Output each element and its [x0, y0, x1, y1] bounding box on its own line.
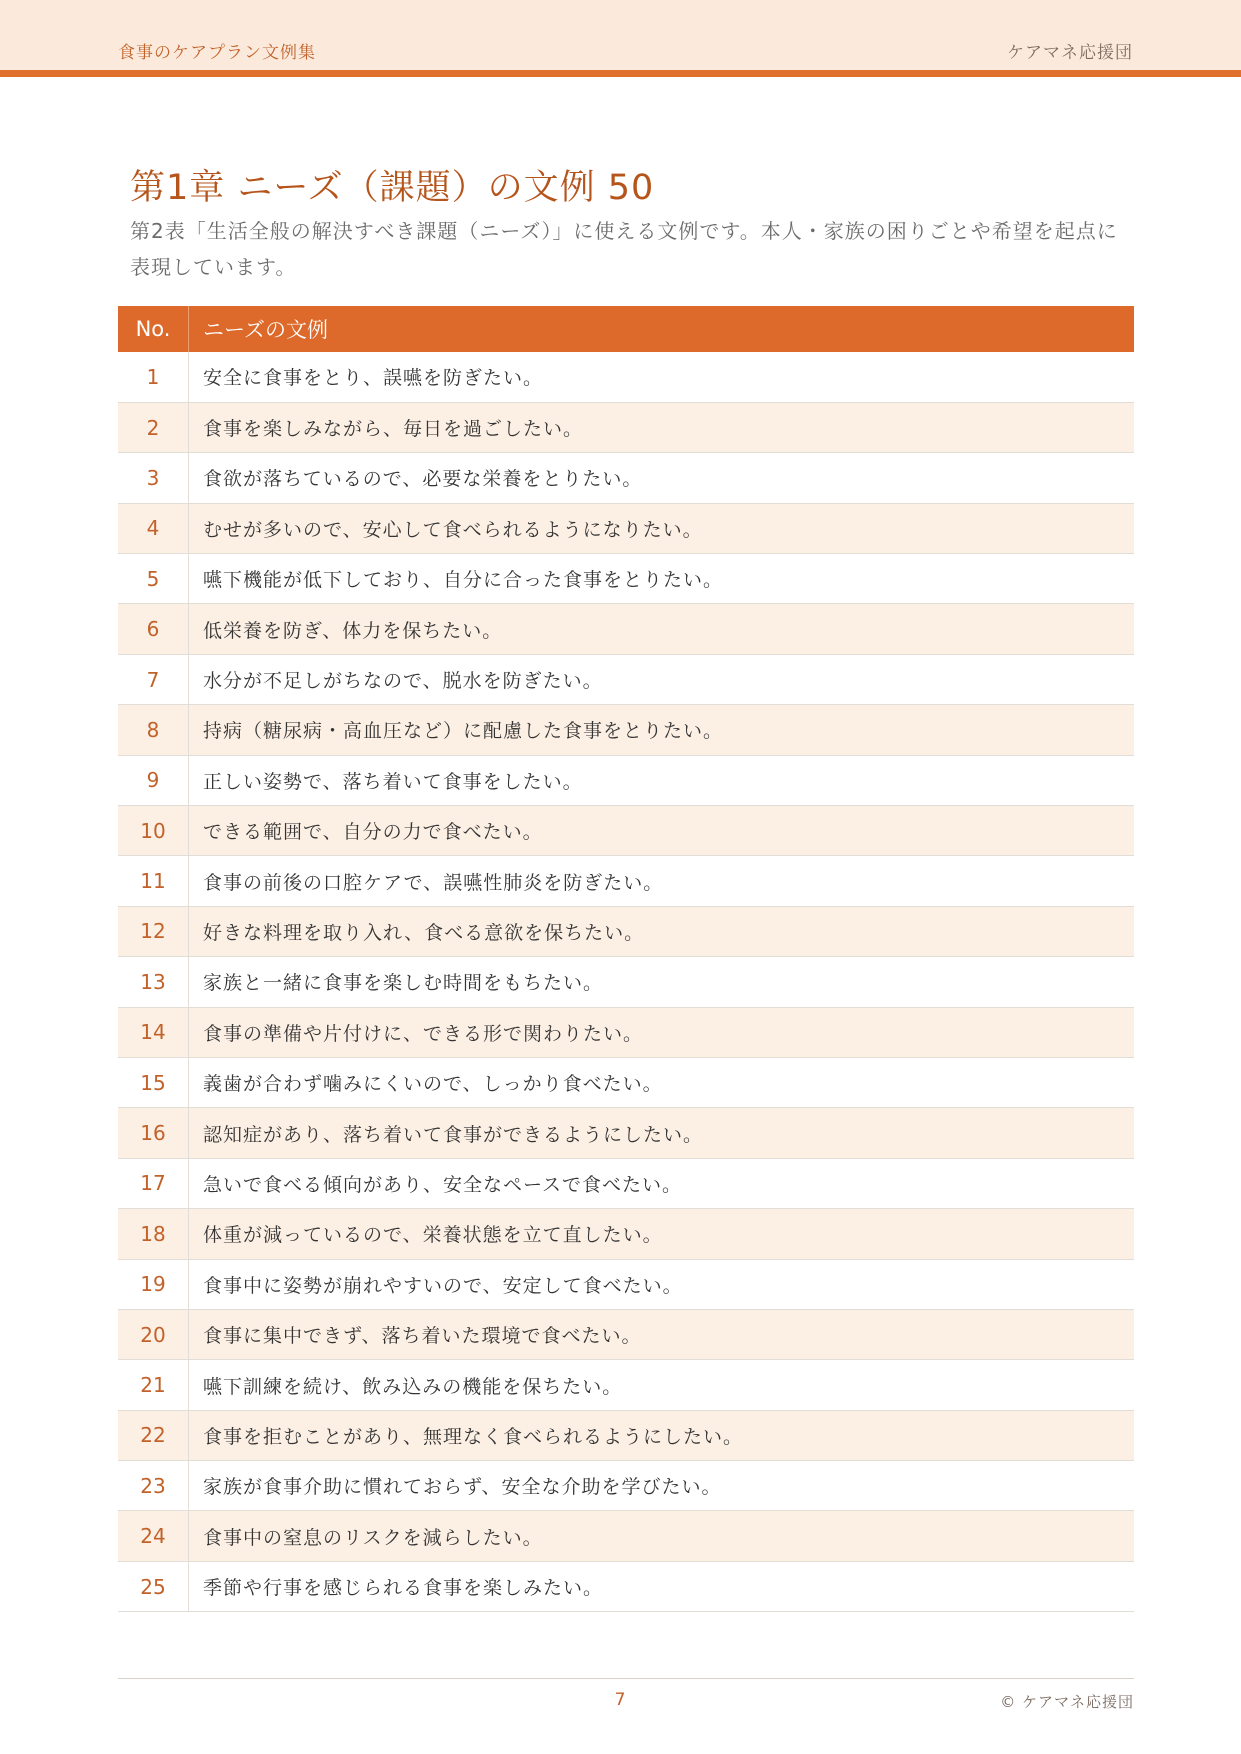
table-body [118, 352, 1134, 1612]
need-text: 食欲が落ちているので、必要な栄養をとりたい。 [203, 468, 643, 491]
row-number: 22 [118, 1410, 189, 1460]
header-accent-rule [0, 70, 1241, 77]
row-number: 20 [118, 1309, 189, 1359]
column-header-no: No. [118, 306, 189, 352]
need-text: 水分が不足しがちなので、脱水を防ぎたい。 [203, 670, 603, 693]
need-text: 嚥下機能が低下しており、自分に合った食事をとりたい。 [203, 569, 724, 592]
row-number: 3 [118, 453, 189, 503]
need-text: 持病（糖尿病・高血圧など）に配慮した食事をとりたい。 [203, 720, 724, 743]
table-row [118, 705, 1134, 755]
row-number: 9 [118, 755, 189, 805]
table-row [118, 352, 1134, 402]
copyright-notice: © ケアマネ応援団 [1000, 1693, 1134, 1711]
publisher-name: ケアマネ応援団 [1007, 43, 1133, 63]
row-number: 24 [118, 1511, 189, 1561]
document-title: 食事のケアプラン文例集 [118, 43, 316, 63]
row-number: 5 [118, 554, 189, 604]
row-number: 19 [118, 1259, 189, 1309]
row-number: 18 [118, 1209, 189, 1259]
table-row [118, 453, 1134, 503]
page-number: 7 [614, 1690, 626, 1710]
need-text: 家族と一緒に食事を楽しむ時間をもちたい。 [203, 972, 604, 995]
row-number: 7 [118, 654, 189, 704]
table-row [118, 1108, 1134, 1158]
table-row [118, 554, 1134, 604]
row-number: 11 [118, 856, 189, 906]
table-row [118, 957, 1134, 1007]
chapter-description: 第2表「生活全般の解決すべき課題（ニーズ）」に使える文例です。本人・家族の困りごとや希望を起点に表現しています。 [130, 219, 1118, 279]
need-text: 季節や行事を感じられる食事を楽しみたい。 [203, 1577, 604, 1600]
table-row [118, 1309, 1134, 1359]
table-row [118, 654, 1134, 704]
row-number: 6 [118, 604, 189, 654]
table-header-row [118, 306, 1134, 352]
row-number: 15 [118, 1057, 189, 1107]
column-header-needs: ニーズの文例 [203, 318, 328, 342]
need-text: 食事中の窒息のリスクを減らしたい。 [203, 1526, 543, 1549]
need-text: むせが多いので、安心して食べられるようになりたい。 [203, 518, 703, 541]
need-text: 食事中に姿勢が崩れやすいので、安定して食べたい。 [203, 1274, 683, 1297]
row-number: 13 [118, 957, 189, 1007]
need-text: できる範囲で、自分の力で食べたい。 [203, 821, 543, 844]
row-number: 8 [118, 705, 189, 755]
row-number: 1 [118, 352, 189, 402]
need-text: 低栄養を防ぎ、体力を保ちたい。 [203, 619, 503, 642]
table-row [118, 856, 1134, 906]
table-row [118, 1209, 1134, 1259]
row-number: 17 [118, 1158, 189, 1208]
need-text: 家族が食事介助に慣れておらず、安全な介助を学びたい。 [203, 1476, 722, 1499]
need-text: 好きな料理を取り入れ、食べる意欲を保ちたい。 [203, 921, 645, 944]
table-row [118, 806, 1134, 856]
row-number: 16 [118, 1108, 189, 1158]
row-number: 10 [118, 806, 189, 856]
table-row [118, 1410, 1134, 1460]
table-row [118, 1360, 1134, 1410]
table-row [118, 1259, 1134, 1309]
table-row [118, 402, 1134, 452]
footer-rule [118, 1678, 1134, 1679]
row-number: 25 [118, 1561, 189, 1611]
row-number: 4 [118, 503, 189, 553]
table-row [118, 1461, 1134, 1511]
need-text: 体重が減っているので、栄養状態を立て直したい。 [203, 1224, 663, 1247]
table-row [118, 755, 1134, 805]
table-row [118, 503, 1134, 553]
need-text: 正しい姿勢で、落ち着いて食事をしたい。 [203, 770, 583, 793]
table-row [118, 1511, 1134, 1561]
needs-table-container [118, 306, 1134, 1612]
table-row [118, 1561, 1134, 1611]
table-row [118, 604, 1134, 654]
table-row [118, 1057, 1134, 1107]
need-text: 義歯が合わず噛みにくいので、しっかり食べたい。 [203, 1073, 663, 1096]
need-text: 食事に集中できず、落ち着いた環境で食べたい。 [203, 1325, 642, 1348]
row-number: 12 [118, 906, 189, 956]
need-text: 急いで食べる傾向があり、安全なペースで食べたい。 [203, 1173, 683, 1196]
table-row [118, 906, 1134, 956]
need-text: 認知症があり、落ち着いて食事ができるようにしたい。 [203, 1123, 704, 1146]
table-row [118, 1007, 1134, 1057]
need-text: 食事を拒むことがあり、無理なく食べられるようにしたい。 [203, 1425, 744, 1448]
row-number: 21 [118, 1360, 189, 1410]
need-text: 嚥下訓練を続け、飲み込みの機能を保ちたい。 [203, 1375, 623, 1398]
row-number: 2 [118, 402, 189, 452]
need-text: 食事の前後の口腔ケアで、誤嚥性肺炎を防ぎたい。 [203, 871, 664, 894]
row-number: 23 [118, 1461, 189, 1511]
row-number: 14 [118, 1007, 189, 1057]
need-text: 食事の準備や片付けに、できる形で関わりたい。 [203, 1022, 644, 1045]
needs-table [118, 306, 1134, 1612]
need-text: 食事を楽しみながら、毎日を過ごしたい。 [203, 418, 584, 441]
need-text: 安全に食事をとり、誤嚥を防ぎたい。 [203, 367, 544, 390]
chapter-title: 第1章 ニーズ（課題）の文例 50 [130, 168, 655, 208]
table-row [118, 1158, 1134, 1208]
